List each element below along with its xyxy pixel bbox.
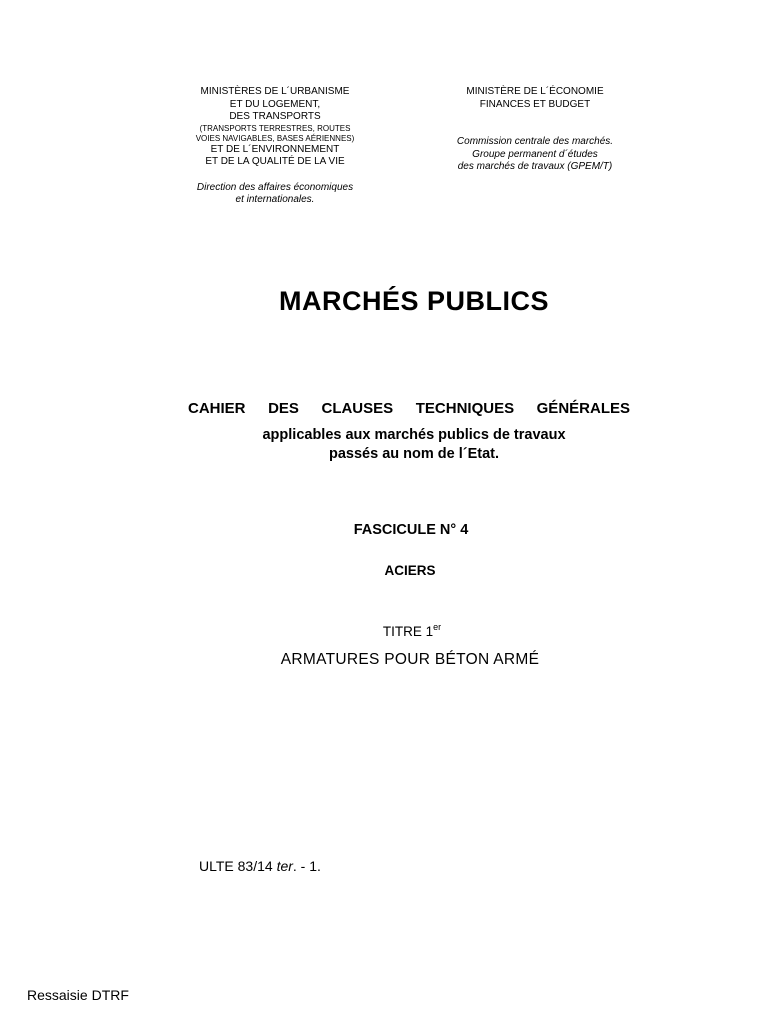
applicability-line: applicables aux marchés publics de travaux (262, 427, 566, 443)
ministry-line: ET DE L´ENVIRONNEMENT (210, 143, 340, 155)
reference-suffix: . - 1. (292, 858, 321, 874)
header-ministry-right (430, 86, 640, 174)
cctg-word: GÉNÉRALES (536, 400, 630, 417)
ministry-line: ET DE LA QUALITÉ DE LA VIE (205, 156, 345, 167)
titre-superscript: er (433, 622, 442, 632)
ministry-line: ET DU LOGEMENT, (229, 98, 321, 110)
ministry-line: VOIES NAVIGABLES, BASES AÉRIENNES) (195, 133, 355, 143)
armatures-title: ARMATURES POUR BÉTON ARMÉ (280, 651, 540, 668)
applicability-line: passés au nom de l´Etat. (328, 446, 500, 462)
ministry-line: FINANCES ET BUDGET (479, 98, 591, 110)
cctg-word: CAHIER (188, 400, 246, 417)
cctg-word: TECHNIQUES (415, 400, 515, 417)
footer-note: Ressaisie DTRF (27, 987, 129, 1003)
document-reference (199, 858, 321, 874)
reference-prefix: ULTE 83/14 (199, 858, 277, 874)
main-title: MARCHÉS PUBLICS (278, 286, 549, 316)
ministry-line: MINISTÈRE DE L´ÉCONOMIE (466, 86, 604, 97)
titre-label: TITRE 1 (382, 624, 434, 639)
commission-line: Commission centrale des marchés. (456, 136, 614, 147)
direction-line: Direction des affaires économiques (196, 181, 354, 193)
header-ministries-left (170, 86, 380, 207)
applicability-subtitle (0, 426, 768, 464)
titre-heading (0, 622, 768, 639)
direction-line: et internationales. (235, 194, 315, 205)
reference-italic: ter (276, 858, 293, 874)
commission-line: Groupe permanent d´études (472, 148, 598, 160)
ministry-line: DES TRANSPORTS (229, 111, 321, 122)
cctg-word: CLAUSES (321, 400, 394, 417)
cctg-heading (188, 400, 630, 417)
cctg-word: DES (268, 400, 299, 417)
section-title-aciers: ACIERS (384, 563, 436, 578)
commission-line: des marchés de travaux (GPEM/T) (457, 161, 613, 172)
fascicule-number: FASCICULE N° 4 (353, 522, 469, 538)
ministry-line: MINISTÈRES DE L´URBANISME (200, 86, 350, 97)
ministry-line: (TRANSPORTS TERRESTRES, ROUTES (199, 123, 351, 133)
